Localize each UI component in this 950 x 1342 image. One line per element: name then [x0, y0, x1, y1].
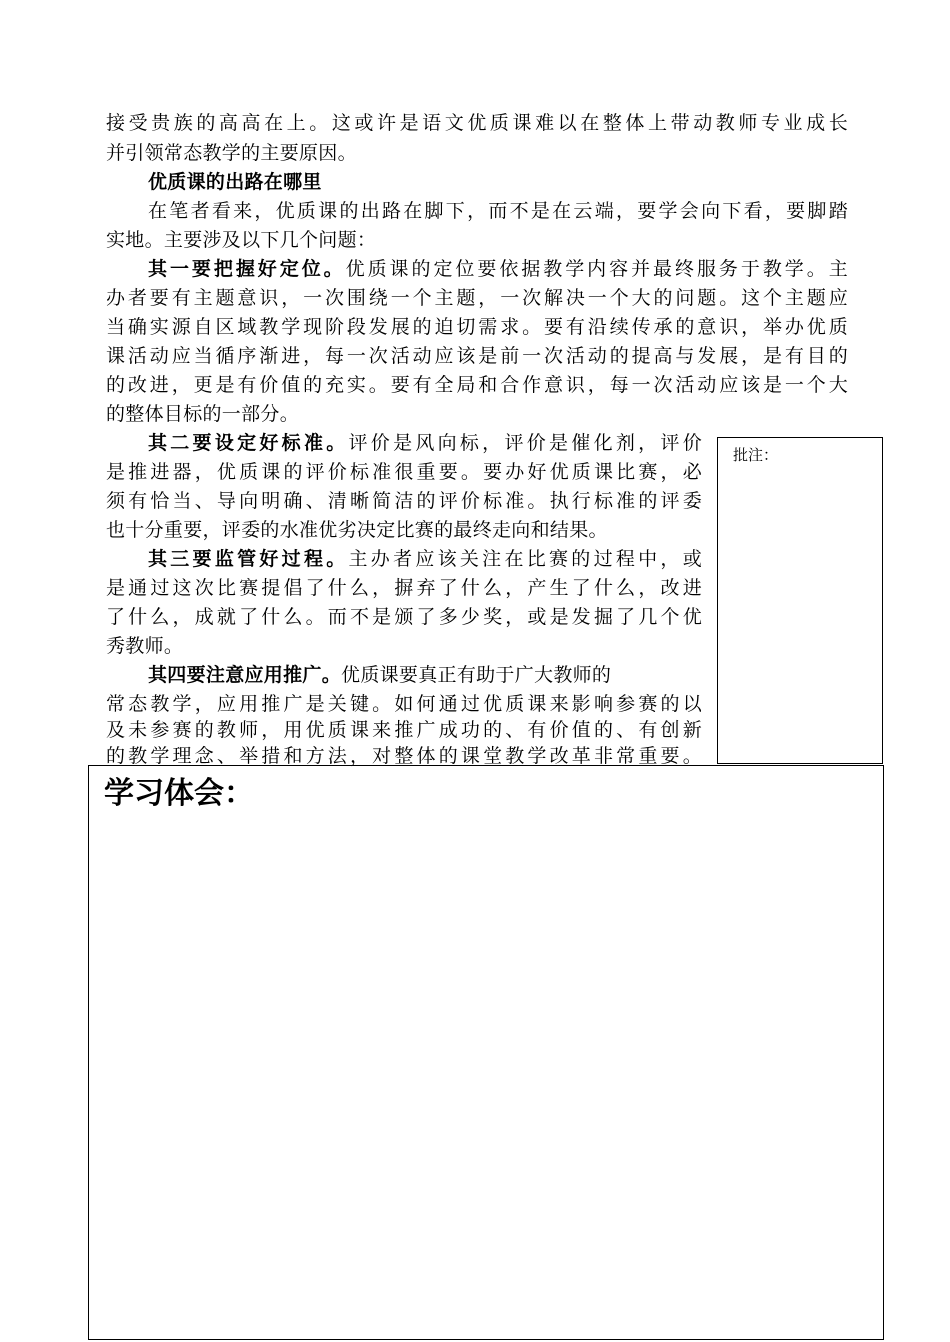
- annotation-box[interactable]: [717, 437, 883, 764]
- article-line: 及未参赛的教师，用优质课来推广成功的、有价值的、有创新: [106, 719, 702, 741]
- annotation-label: 批注：: [733, 446, 779, 464]
- point-one-title: 其一要把握好定位。: [148, 258, 346, 280]
- article-line: 的教学理念、举措和方法，对整体的课堂教学改革非常重要。: [106, 745, 702, 767]
- article-line: 是推进器，优质课的评价标准很重要。要办好优质课比赛，必: [106, 461, 702, 483]
- article-line: 并引领常态教学的主要原因。: [106, 142, 357, 164]
- point-three-title: 其三要监管好过程。: [148, 548, 349, 570]
- article-line: 须有恰当、导向明确、清晰简洁的评价标准。执行标准的评委: [106, 490, 702, 512]
- point-one-line: 其一要把握好定位。优质课的定位要依据教学内容并最终服务于教学。主: [148, 258, 848, 280]
- article-line: 也十分重要，评委的水准优劣决定比赛的最终走向和结果。: [106, 519, 608, 541]
- article-line: 课活动应当循序渐进，每一次活动应该是前一次活动的提高与发展，是有目的: [106, 345, 848, 367]
- article-line: 实地。主要涉及以下几个问题：: [106, 229, 377, 251]
- point-two-title: 其二要设定好标准。: [148, 432, 349, 454]
- article-line: 秀教师。: [106, 635, 184, 657]
- article-line: 的整体目标的一部分。: [106, 403, 300, 425]
- article-line: 接受贵族的高高在上。这或许是语文优质课难以在整体上带动教师专业成长: [106, 112, 848, 134]
- article-line: 在笔者看来，优质课的出路在脚下，而不是在云端，要学会向下看，要脚踏: [148, 200, 848, 222]
- article-line: 常态教学，应用推广是关键。如何通过优质课来影响参赛的以: [106, 693, 702, 715]
- article-line: 当确实源自区域教学现阶段发展的迫切需求。要有沿续传承的意识，举办优质: [106, 316, 848, 338]
- point-three-line: 其三要监管好过程。主办者应该关注在比赛的过程中，或: [148, 548, 702, 570]
- reflection-box[interactable]: [88, 765, 884, 1340]
- article-line: 办者要有主题意识，一次围绕一个主题，一次解决一个大的问题。这个主题应: [106, 287, 848, 309]
- article-line: 是通过这次比赛提倡了什么，摒弃了什么，产生了什么，改进: [106, 577, 702, 599]
- article-line: 了什么，成就了什么。而不是颁了多少奖，或是发掘了几个优: [106, 606, 702, 628]
- point-four-line: 其四要注意应用推广。优质课要真正有助于广大教师的: [148, 664, 612, 686]
- section-heading: 优质课的出路在哪里: [148, 171, 322, 193]
- reflection-title: 学习体会：: [104, 776, 254, 811]
- point-two-line: 其二要设定好标准。评价是风向标，评价是催化剂，评价: [148, 432, 702, 454]
- article-line: 的改进，更是有价值的充实。要有全局和合作意识，每一次活动应该是一个大: [106, 374, 848, 396]
- point-four-title: 其四要注意应用推广。: [148, 664, 342, 686]
